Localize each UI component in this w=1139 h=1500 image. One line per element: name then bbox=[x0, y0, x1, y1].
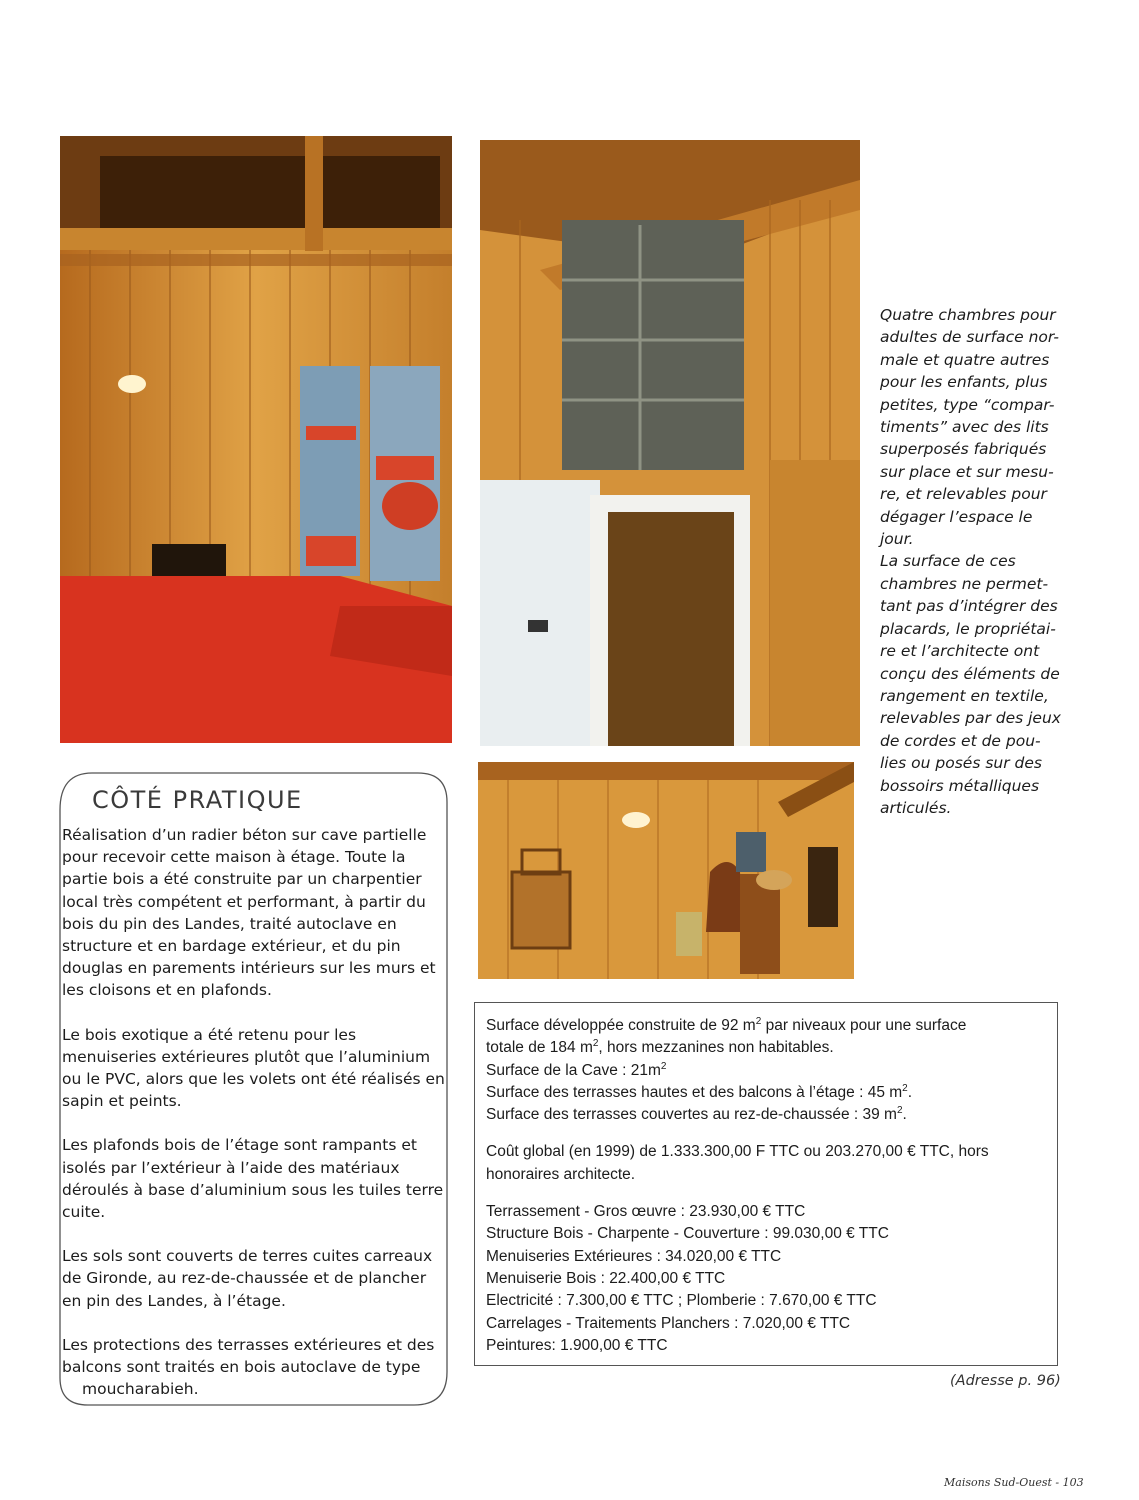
terrasses-couvertes-line bbox=[486, 1104, 1047, 1126]
surface-line bbox=[486, 1037, 1047, 1059]
caption-line: re et l’architecte ont bbox=[880, 642, 1040, 661]
caption-line: tant pas d’intégrer des bbox=[880, 597, 1058, 616]
surface-line bbox=[486, 1015, 1047, 1037]
terrasses-hautes-line bbox=[486, 1082, 1047, 1104]
pratique-paragraph: Les sols sont couverts de terres cuites carreaux de Gironde, au rez-de-chaussée et de plancher en pin des Landes, à l’étage. bbox=[62, 1247, 433, 1310]
caption-line: petites, type “compar- bbox=[880, 395, 1055, 414]
photo-wall-hanging-items bbox=[478, 762, 854, 979]
caption-line: dégager l’espace le bbox=[880, 507, 1033, 526]
caption-line: re, et relevables pour bbox=[880, 485, 1047, 504]
cost-line: Menuiserie Bois : 22.400,00 € TTC bbox=[486, 1269, 726, 1287]
caption-line: Quatre chambres pour bbox=[880, 306, 1056, 324]
cost-info-box bbox=[474, 1002, 1058, 1366]
cost-line: Menuiseries Extérieures : 34.020,00 € TTC bbox=[486, 1247, 782, 1265]
pratique-title: CÔTÉ PRATIQUE bbox=[92, 786, 303, 814]
superscript: 2 bbox=[592, 1038, 599, 1050]
caption-line: sur place et sur mesu- bbox=[880, 462, 1054, 481]
cost-line: Peintures: 1.900,00 € TTC bbox=[486, 1336, 668, 1354]
address-reference: (Adresse p. 96) bbox=[950, 1373, 1061, 1389]
cave-line bbox=[486, 1060, 1047, 1082]
caption-line: lies ou posés sur des bbox=[880, 754, 1042, 773]
caption-line: rangement en textile, bbox=[880, 686, 1049, 705]
cout-global: Coût global (en 1999) de 1.333.300,00 F TTC ou 203.270,00 € TTC, hors honoraires architecte. bbox=[486, 1143, 989, 1183]
caption-line: superposés fabriqués bbox=[880, 440, 1047, 459]
caption-line: male et quatre autres bbox=[880, 350, 1050, 369]
surface-text: totale de 184 m bbox=[486, 1039, 593, 1057]
caption-line: pour les enfants, plus bbox=[880, 373, 1048, 392]
pratique-body bbox=[62, 824, 446, 1400]
photo-bedroom-red-bed bbox=[60, 136, 452, 743]
cost-line: Structure Bois - Charpente - Couverture : 99.030,00 € TTC bbox=[486, 1225, 889, 1243]
page-folio: Maisons Sud-Ouest - 103 bbox=[944, 1476, 1084, 1489]
caption-line: placards, le propriétai- bbox=[880, 619, 1056, 638]
cote-pratique-box bbox=[58, 772, 448, 1406]
superscript: 2 bbox=[755, 1016, 762, 1027]
caption-line: chambres ne permet- bbox=[880, 574, 1049, 593]
superscript: 2 bbox=[902, 1082, 908, 1094]
caption-line: bossoirs métalliques bbox=[880, 776, 1040, 795]
caption-line: de cordes et de pou- bbox=[880, 731, 1041, 750]
photo-caption bbox=[880, 304, 1080, 819]
cave-text: Surface de la Cave : 21m bbox=[486, 1061, 661, 1079]
caption-line: conçu des éléments de bbox=[880, 664, 1060, 683]
cost-line: Electricité : 7.300,00 € TTC ; Plomberie : 7.670,00 € TTC bbox=[486, 1292, 877, 1310]
pratique-paragraph: Le bois exotique a été retenu pour les menuiseries extérieures plutôt que l’aluminium ou le PVC, alors que les volets ont été réalisés en sapin et peints. bbox=[62, 1025, 445, 1111]
pratique-paragraph: Réalisation d’un radier béton sur cave partielle pour recevoir cette maison à étage. Toute la partie bois a été construite par un charpentier local très compétent et performant, à partir du bois du pin des Landes, traité autoclave en structure et en bardage extérieur, et du pin douglas en parements intérieurs sur les murs et les cloisons et en plafonds. bbox=[62, 826, 436, 1000]
superscript: 2 bbox=[896, 1105, 903, 1117]
photo-hanging-textile-storage bbox=[480, 140, 860, 746]
caption-line: La surface de ces bbox=[880, 552, 1016, 571]
pratique-paragraph bbox=[62, 1334, 446, 1401]
cost-line: Terrassement - Gros œuvre : 23.930,00 € TTC bbox=[486, 1203, 806, 1221]
terrasses-text: Surface des terrasses couvertes au rez-de-chaussée : 39 m bbox=[486, 1106, 897, 1124]
pratique-last-line2: moucharabieh. bbox=[82, 1380, 199, 1399]
caption-line: articulés. bbox=[880, 798, 952, 817]
period: . bbox=[907, 1083, 913, 1101]
pratique-paragraph: Les plafonds bois de l’étage sont rampants et isolés par l’extérieur à l’aide des matériaux déroulés à base d’aluminium sous les tuiles terre cuite. bbox=[62, 1136, 444, 1222]
surface-text: par niveaux pour une surface bbox=[761, 1017, 967, 1034]
caption-line: relevables par des jeux bbox=[880, 709, 1061, 728]
surface-text: Surface développée construite de 92 m bbox=[486, 1017, 756, 1034]
caption-line: adultes de surface nor- bbox=[880, 328, 1060, 347]
pratique-last-line1: Les protections des terrasses extérieures et des balcons sont traités en bois autoclave de type bbox=[62, 1335, 435, 1377]
cost-line: Carrelages - Traitements Planchers : 7.020,00 € TTC bbox=[486, 1314, 851, 1332]
caption-line: jour. bbox=[880, 530, 914, 549]
surface-text: , hors mezzanines non habitables. bbox=[598, 1039, 834, 1057]
caption-line: timents” avec des lits bbox=[880, 418, 1049, 437]
superscript: 2 bbox=[660, 1060, 667, 1072]
period: . bbox=[902, 1106, 907, 1124]
terrasses-text: Surface des terrasses hautes et des balcons à l’étage : 45 m bbox=[486, 1083, 903, 1101]
